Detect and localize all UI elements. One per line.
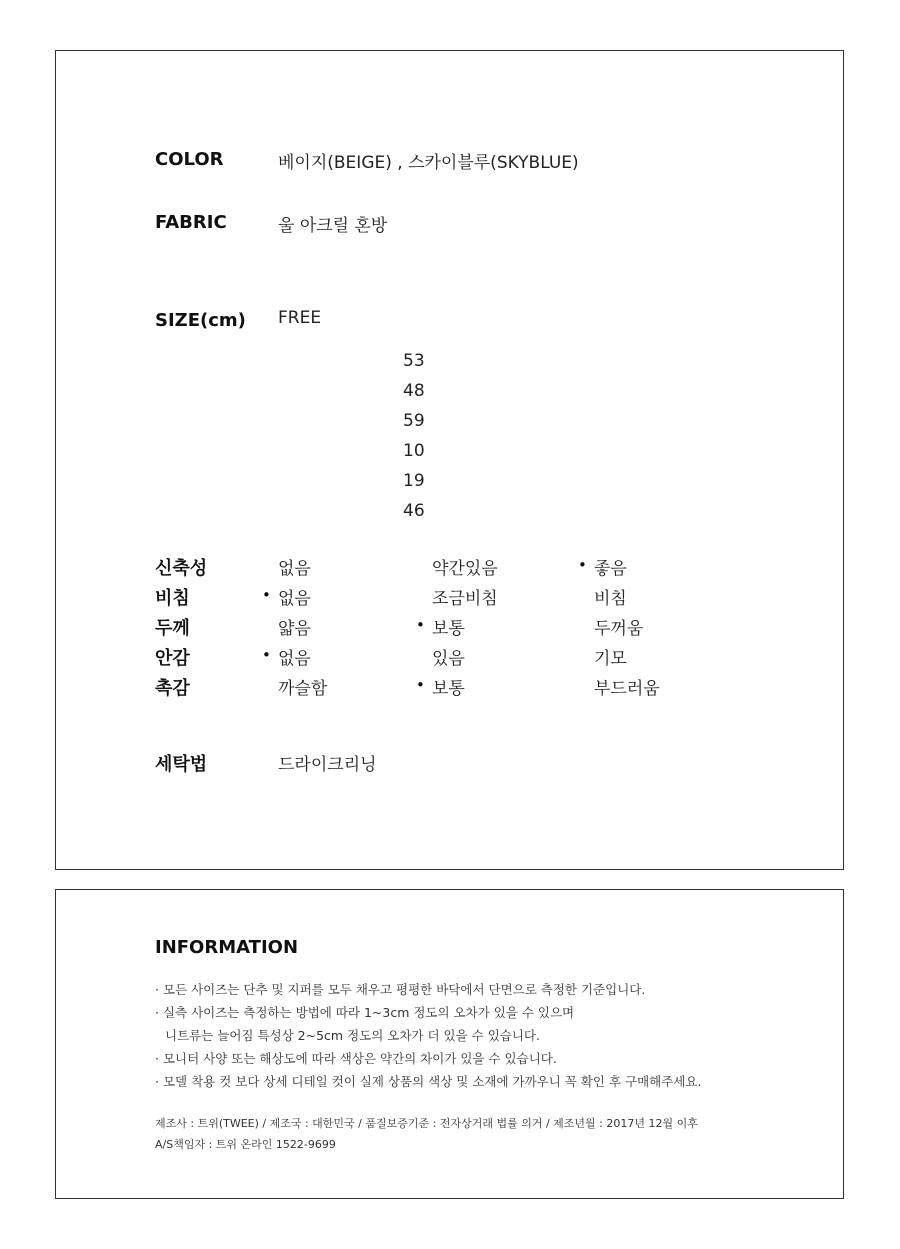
as-contact-info: A/S책임자 : 트위 온라인 1522-9699 (155, 1138, 336, 1151)
attribute-option-selected: 없음 (278, 649, 311, 669)
information-panel (55, 889, 844, 1199)
information-title: INFORMATION (155, 937, 299, 958)
color-value: 베이지(BEIGE) , 스카이블루(SKYBLUE) (278, 153, 579, 173)
size-measurement: 59 (403, 411, 425, 431)
attribute-option-selected: 보통 (432, 619, 465, 639)
information-note: 니트류는 늘어짐 특성상 2~5cm 정도의 오차가 더 있을 수 있습니다. (165, 1028, 540, 1043)
color-label: COLOR (155, 149, 224, 170)
size-measurement: 48 (403, 381, 425, 401)
attribute-option: 있음 (432, 649, 465, 669)
attribute-option: 조금비침 (432, 589, 498, 609)
information-note: · 모니터 사양 또는 해상도에 따라 색상은 약간의 차이가 있을 수 있습니다. (155, 1051, 557, 1066)
attribute-label-stretch: 신축성 (155, 558, 208, 579)
selected-bullet-icon: • (416, 676, 425, 694)
attribute-label-sheerness: 비침 (155, 588, 190, 609)
selected-bullet-icon: • (262, 646, 271, 664)
size-value: FREE (278, 308, 322, 328)
size-measurement: 10 (403, 441, 425, 461)
washing-value: 드라이크리닝 (278, 755, 377, 775)
attribute-label-thickness: 두께 (155, 618, 190, 639)
attribute-option-selected: 없음 (278, 589, 311, 609)
attribute-label-lining: 안감 (155, 648, 190, 669)
size-label: SIZE(cm) (155, 310, 246, 331)
attribute-option: 비침 (594, 589, 627, 609)
attribute-label-texture: 촉감 (155, 678, 190, 699)
attribute-option-selected: 좋음 (594, 559, 627, 579)
selected-bullet-icon: • (416, 616, 425, 634)
size-measurement: 19 (403, 471, 425, 491)
attribute-option: 부드러움 (594, 679, 660, 699)
attribute-option: 기모 (594, 649, 627, 669)
size-measurement: 46 (403, 501, 425, 521)
attribute-option: 약간있음 (432, 559, 498, 579)
washing-label: 세탁법 (155, 754, 208, 775)
information-note: · 모델 착용 컷 보다 상세 디테일 컷이 실제 상품의 색상 및 소재에 가까우니 꼭 확인 후 구매해주세요. (155, 1074, 702, 1089)
attribute-option: 까슬함 (278, 679, 328, 699)
fabric-value: 울 아크릴 혼방 (278, 216, 388, 236)
attribute-option: 얇음 (278, 619, 311, 639)
fabric-label: FABRIC (155, 212, 227, 233)
information-note: · 모든 사이즈는 단추 및 지퍼를 모두 채우고 평평한 바닥에서 단면으로 측정한 기준입니다. (155, 982, 646, 997)
product-spec-panel (55, 50, 844, 870)
attribute-option: 두꺼움 (594, 619, 644, 639)
size-measurement: 53 (403, 351, 425, 371)
attribute-option: 없음 (278, 559, 311, 579)
information-note: · 실측 사이즈는 측정하는 방법에 따라 1~3cm 정도의 오차가 있을 수 있으며 (155, 1005, 575, 1020)
selected-bullet-icon: • (262, 586, 271, 604)
attribute-option-selected: 보통 (432, 679, 465, 699)
manufacturer-info: 제조사 : 트위(TWEE) / 제조국 : 대한민국 / 품질보증기준 : 전자상거래 법률 의거 / 제조년월 : 2017년 12월 이후 (155, 1117, 698, 1130)
selected-bullet-icon: • (578, 556, 587, 574)
